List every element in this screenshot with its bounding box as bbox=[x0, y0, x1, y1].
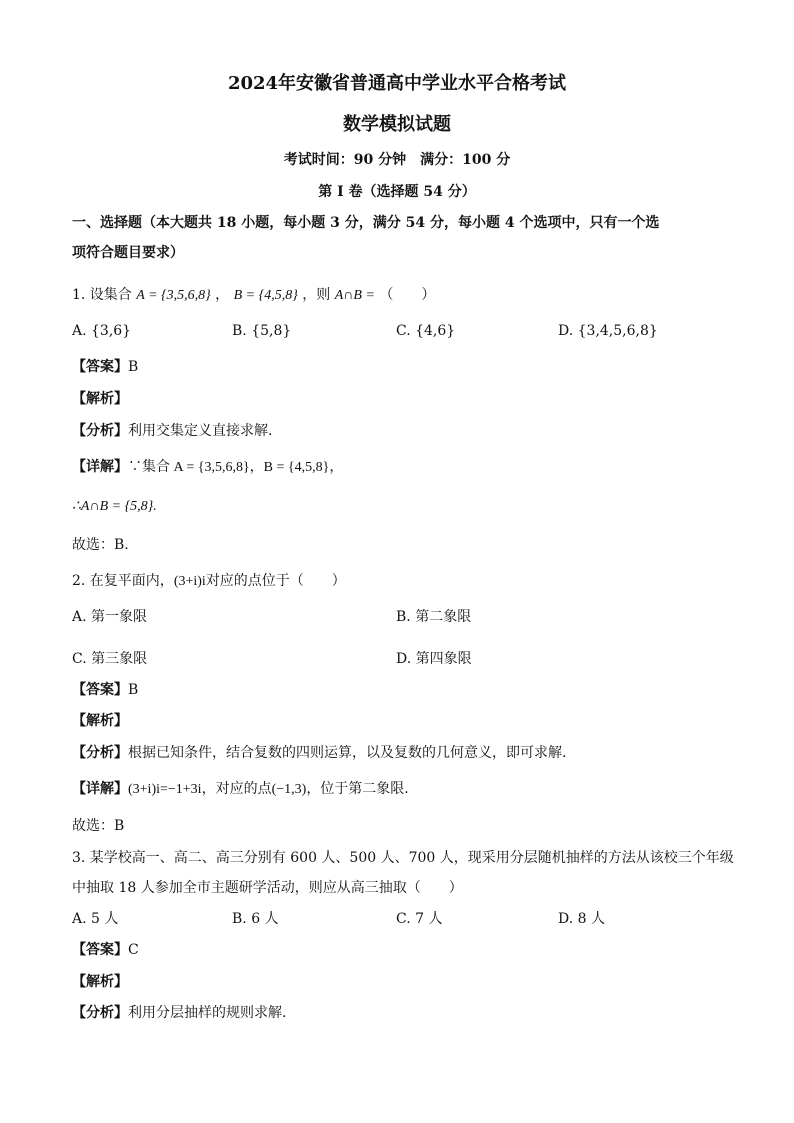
q1-stem-mid: ，则 bbox=[302, 287, 331, 303]
question-1-stem bbox=[72, 286, 435, 305]
q1-detail-label: 【详解】 bbox=[72, 459, 128, 475]
q2-detail bbox=[72, 780, 409, 799]
q3-option-b: B. 6 人 bbox=[232, 911, 279, 927]
exam-subtitle: 数学模拟试题 bbox=[343, 114, 451, 135]
q2-detail-label: 【详解】 bbox=[72, 781, 128, 797]
q1-option-b: B. {5,8} bbox=[232, 323, 292, 339]
q1-expr: A∩B = bbox=[334, 288, 375, 303]
q3-answer-value: C bbox=[128, 942, 139, 958]
q2-fenxi bbox=[72, 744, 566, 762]
q2-answer bbox=[72, 681, 138, 699]
q1-conclusion: 故选：B. bbox=[72, 537, 129, 553]
q2-option-b: B. 第二象限 bbox=[396, 609, 472, 625]
q1-detail-result: ∴A∩B = {5,8}. bbox=[72, 499, 157, 514]
q2-option-c: C. 第三象限 bbox=[72, 651, 148, 667]
q2-detail-mid: ，对应的点 bbox=[201, 781, 272, 797]
q2-option-d: D. 第四象限 bbox=[396, 651, 472, 667]
q3-option-a: A. 5 人 bbox=[72, 911, 119, 927]
q2-conclusion: 故选：B bbox=[72, 818, 125, 834]
q3-fenxi bbox=[72, 1004, 286, 1022]
question-3-stem-line1: 3. 某学校高一、高二、高三分别有 600 人、500 人、700 人，现采用分层随机抽样的方法从该校三个年级 bbox=[72, 850, 734, 866]
q1-fenxi-label: 【分析】 bbox=[72, 423, 128, 439]
q2-answer-label: 【答案】 bbox=[72, 682, 128, 698]
q3-answer-label: 【答案】 bbox=[72, 942, 128, 958]
q2-expr: (3+i)i bbox=[173, 574, 206, 589]
q1-set-b: B = {4,5,8} bbox=[233, 288, 298, 303]
exam-title: 2024年安徽省普通高中学业水平合格考试 bbox=[227, 73, 567, 94]
q2-detail-expr: (3+i)i=−1+3i bbox=[128, 782, 202, 797]
q1-detail-text: ∵集合 A = {3,5,6,8}，B = {4,5,8}， bbox=[128, 460, 344, 475]
exam-info: 考试时间：90 分钟 满分：100 分 bbox=[283, 152, 511, 168]
q2-stem-suffix: 对应的点位于（ ） bbox=[205, 573, 346, 589]
q1-fenxi bbox=[72, 422, 272, 440]
q3-option-c: C. 7 人 bbox=[396, 911, 443, 927]
question-3-stem-line2: 中抽取 18 人参加全市主题研学活动，则应从高三抽取（ ） bbox=[72, 880, 463, 896]
q1-answer-value: B bbox=[128, 359, 139, 375]
q3-answer bbox=[72, 941, 139, 959]
q2-fenxi-label: 【分析】 bbox=[72, 745, 128, 761]
question-2-stem bbox=[72, 572, 346, 591]
q1-stem-prefix: 1. 设集合 bbox=[72, 287, 132, 303]
q1-option-a: A. {3,6} bbox=[72, 323, 132, 339]
q2-analysis-label: 【解析】 bbox=[72, 713, 128, 729]
q2-detail-point: (−1,3) bbox=[271, 782, 307, 797]
q1-answer-label: 【答案】 bbox=[72, 359, 128, 375]
q2-fenxi-text: 根据已知条件，结合复数的四则运算，以及复数的几何意义，即可求解. bbox=[128, 745, 567, 761]
q1-set-a: A = {3,5,6,8} bbox=[136, 288, 211, 303]
q3-fenxi-text: 利用分层抽样的规则求解. bbox=[128, 1005, 287, 1021]
section-heading-line2: 项符合题目要求） bbox=[72, 245, 184, 261]
q2-stem-prefix: 2. 在复平面内， bbox=[72, 573, 174, 589]
q1-detail bbox=[72, 458, 343, 477]
q1-analysis-label: 【解析】 bbox=[72, 391, 128, 407]
q1-sep: ， bbox=[215, 287, 230, 303]
volume-heading: 第 I 卷（选择题 54 分） bbox=[318, 184, 476, 200]
q1-stem-suffix: （ ） bbox=[379, 287, 436, 303]
q2-detail-end: ，位于第二象限. bbox=[306, 781, 409, 797]
q2-option-a: A. 第一象限 bbox=[72, 609, 148, 625]
q1-option-c: C. {4,6} bbox=[396, 323, 456, 339]
q3-option-d: D. 8 人 bbox=[558, 911, 605, 927]
section-heading-line1: 一、选择题（本大题共 18 小题，每小题 3 分，满分 54 分，每小题 4 个选项中，只有一个选 bbox=[72, 215, 660, 231]
q1-option-d: D. {3,4,5,6,8} bbox=[558, 323, 658, 339]
q1-fenxi-text: 利用交集定义直接求解. bbox=[128, 423, 273, 439]
q1-answer bbox=[72, 358, 138, 376]
q3-analysis-label: 【解析】 bbox=[72, 974, 128, 990]
q2-answer-value: B bbox=[128, 682, 139, 698]
q3-fenxi-label: 【分析】 bbox=[72, 1005, 128, 1021]
